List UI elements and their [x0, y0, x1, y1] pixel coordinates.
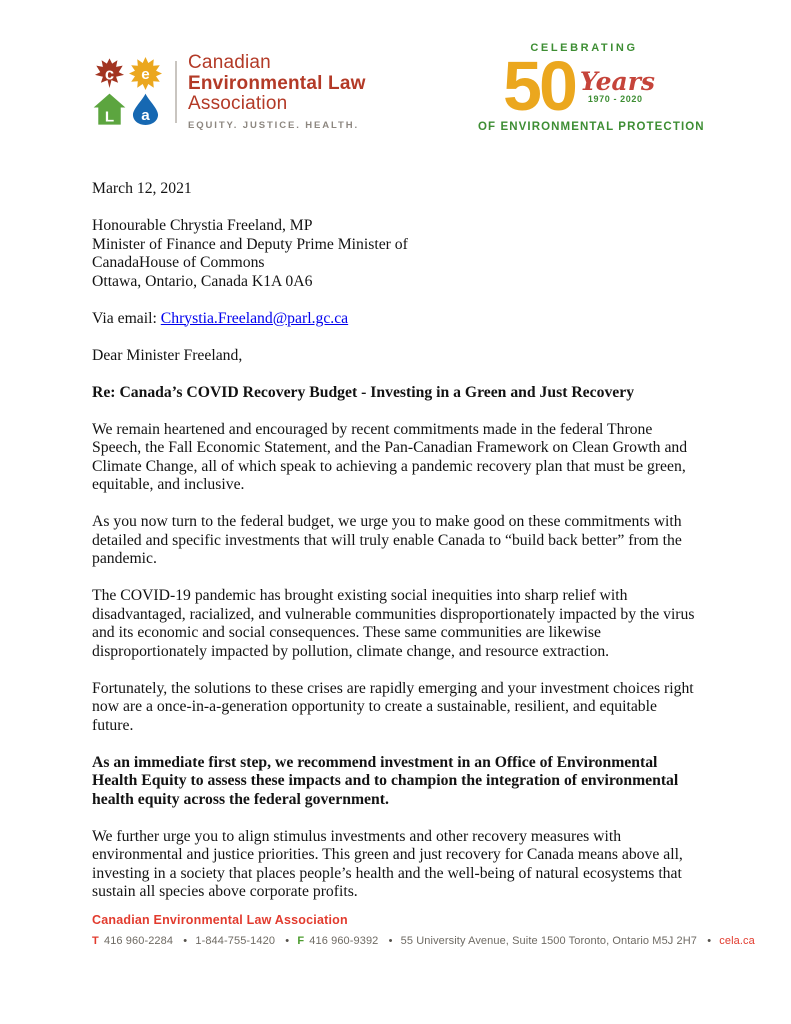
maple-leaf-icon	[93, 57, 126, 90]
body-paragraph: The COVID-19 pandemic has brought existing social inequities into sharp relief with disadvantaged, racialized, and vulnerable communities disproportionately impacted by the virus and its economic and social consequences. These same communities are likewise disproportionately impacted by pollution, climate change, and resource extraction.	[92, 587, 695, 660]
anniversary-bottom-label: OF ENVIRONMENTAL PROTECTION	[478, 121, 705, 133]
org-name-line: Canadian	[188, 52, 271, 73]
subject-line: Re: Canada’s COVID Recovery Budget - Investing in a Green and Just Recovery	[92, 383, 635, 401]
fax-number: 416 960-9392	[309, 935, 379, 947]
page-footer	[92, 913, 755, 947]
body-paragraph: As you now turn to the federal budget, we urge you to make good on these commitments with detailed and specific investments that will truly enable Canada to “build back better” from the pandemic.	[92, 513, 682, 567]
body-paragraph: We further urge you to align stimulus investments and other recovery measures with environmental and justice priorities. This green and just recovery for Canada means above all, investing in a society that places people’s health and the well-being of natural ecosystems that sustain all species above corporate profits.	[92, 827, 683, 900]
email-link[interactable]: Chrystia.Freeland@parl.gc.ca	[160, 309, 349, 327]
tile-letter: a	[141, 107, 150, 125]
recommendation-paragraph: As an immediate first step, we recommend investment in an Office of Environmental Health Equity to assess these impacts and to champion the integration of environmental health equity across the federal government.	[92, 753, 679, 808]
org-name-line: Environmental Law	[188, 72, 366, 94]
tile-letter: L	[104, 108, 115, 126]
anniversary-years-block	[579, 67, 655, 104]
droplet-icon	[129, 93, 162, 126]
recipient-line: CanadaHouse of Commons	[92, 254, 265, 271]
via-email-label: Via email:	[92, 309, 161, 327]
cela-logo-text	[188, 53, 366, 131]
body-paragraph: We remain heartened and encouraged by recent commitments made in the federal Throne Speech, the Fall Economic Statement, and the Pan-Canadian Framework on Clean Growth and Climate Change, all of which speak to achieving a pandemic recovery plan that must be green, equitable, and inclusive.	[92, 420, 688, 493]
recipient-line: Honourable Chrystia Freeland, MP	[92, 217, 313, 234]
body-paragraph: Fortunately, the solutions to these crises are rapidly emerging and your investment choices right now are a once-in-a-generation opportunity to create a sustainable, resilient, and equitable future.	[92, 679, 694, 734]
cela-logo	[93, 53, 366, 131]
recipient-block	[92, 217, 696, 291]
recipient-line: Ottawa, Ontario, Canada K1A 0A6	[92, 272, 313, 290]
footer-contact-line	[92, 935, 755, 947]
cela-logo-tiles	[93, 57, 162, 126]
letterhead-divider	[175, 61, 177, 123]
phone-number-1: 416 960-2284	[103, 935, 174, 947]
phone-number-2: 1-844-755-1420	[195, 935, 276, 947]
website-link[interactable]: cela.ca	[719, 935, 755, 947]
org-tagline: EQUITY. JUSTICE. HEALTH.	[188, 119, 360, 131]
bullet-separator: •	[285, 935, 290, 947]
salutation: Dear Minister Freeland,	[92, 346, 243, 364]
recipient-line: Minister of Finance and Deputy Prime Minister of	[92, 235, 408, 253]
org-name-line: Association	[188, 93, 288, 114]
fax-label: F	[297, 935, 305, 947]
anniversary-years-script: Years	[579, 67, 655, 96]
bullet-separator: •	[183, 935, 188, 947]
tile-letter: c	[104, 65, 115, 84]
letter-date: March 12, 2021	[92, 180, 192, 197]
anniversary-celebrating-label: CELEBRATING	[530, 42, 638, 54]
bullet-separator: •	[707, 935, 712, 947]
footer-org-name: Canadian Environmental Law Association	[92, 913, 348, 927]
via-email-line	[92, 310, 696, 329]
tile-letter: e	[141, 66, 150, 84]
letter-content	[92, 180, 696, 920]
anniversary-number: 50	[503, 47, 575, 125]
sun-icon	[129, 57, 162, 90]
house-icon	[93, 93, 126, 126]
street-address: 55 University Avenue, Suite 1500 Toronto, Ontario M5J 2H7	[400, 935, 698, 947]
anniversary-year-range: 1970 - 2020	[587, 94, 643, 104]
bullet-separator: •	[388, 935, 393, 947]
phone-label: T	[92, 935, 99, 947]
anniversary-logo	[478, 42, 705, 133]
